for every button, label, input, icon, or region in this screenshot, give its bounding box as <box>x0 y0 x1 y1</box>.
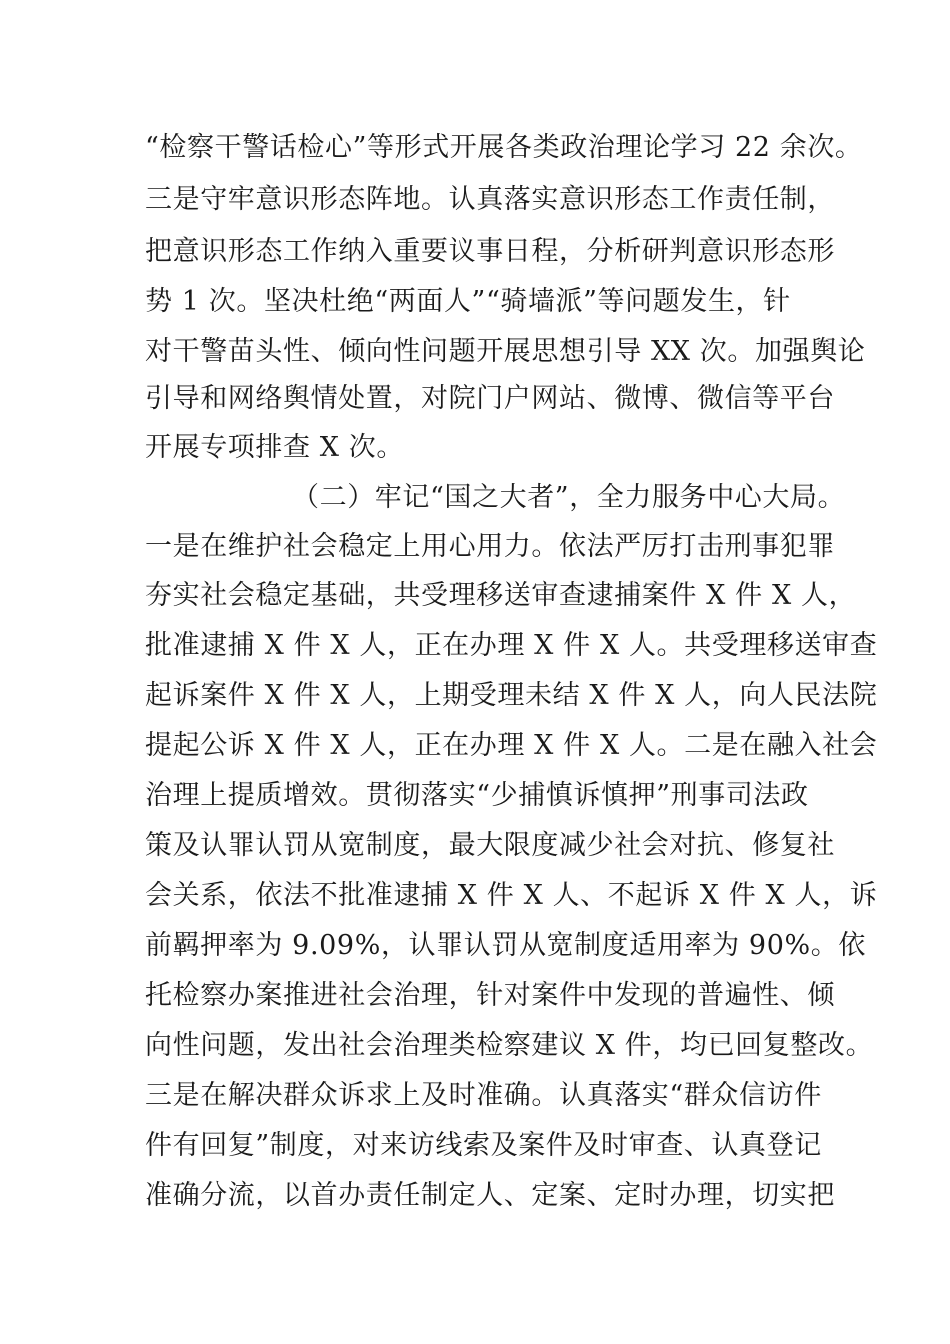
text-line: 开展专项排查 X 次。 <box>145 432 404 463</box>
text-line: 对干警苗头性、倾向性问题开展思想引导 XX 次。加强舆论 <box>145 336 866 367</box>
text-line: “检察干警话检心”等形式开展各类政治理论学习 22 余次。 <box>145 132 863 163</box>
text-line: 起诉案件 X 件 X 人，上期受理未结 X 件 X 人，向人民法院 <box>145 680 878 711</box>
text-line: 引导和网络舆情处置，对院门户网站、微博、微信等平台 <box>145 383 835 414</box>
text-line: 势 1 次。坚决杜绝“两面人”“骑墙派”等问题发生，针 <box>145 286 791 317</box>
text-line: 三是守牢意识形态阵地。认真落实意识形态工作责任制， <box>145 184 835 215</box>
text-line: 策及认罪认罚从宽制度，最大限度减少社会对抗、修复社 <box>145 830 835 861</box>
section-heading: （二）牢记“国之大者”，全力服务中心大局。 <box>292 482 846 513</box>
text-line: 批准逮捕 X 件 X 人，正在办理 X 件 X 人。共受理移送审查 <box>145 630 878 661</box>
text-line: 一是在维护社会稳定上用心用力。依法严厉打击刑事犯罪 <box>145 531 835 562</box>
text-line: 会关系，依法不批准逮捕 X 件 X 人、不起诉 X 件 X 人，诉 <box>145 880 878 911</box>
text-line: 三是在解决群众诉求上及时准确。认真落实“群众信访件 <box>145 1080 822 1111</box>
text-line: 托检察办案推进社会治理，针对案件中发现的普遍性、倾 <box>145 980 835 1011</box>
text-line: 把意识形态工作纳入重要议事日程，分析研判意识形态形 <box>145 236 835 267</box>
text-line: 前羁押率为 9.09%，认罪认罚从宽制度适用率为 90%。依 <box>145 930 866 961</box>
text-line: 向性问题，发出社会治理类检察建议 X 件，均已回复整改。 <box>145 1030 874 1061</box>
text-line: 治理上提质增效。贯彻落实“少捕慎诉慎押”刑事司法政 <box>145 780 809 811</box>
text-line: 件有回复”制度，对来访线索及案件及时审查、认真登记 <box>145 1130 822 1161</box>
text-line: 提起公诉 X 件 X 人，正在办理 X 件 X 人。二是在融入社会 <box>145 730 878 761</box>
text-line: 准确分流，以首办责任制定人、定案、定时办理，切实把 <box>145 1180 835 1211</box>
text-line: 夯实社会稳定基础，共受理移送审查逮捕案件 X 件 X 人， <box>145 580 857 611</box>
